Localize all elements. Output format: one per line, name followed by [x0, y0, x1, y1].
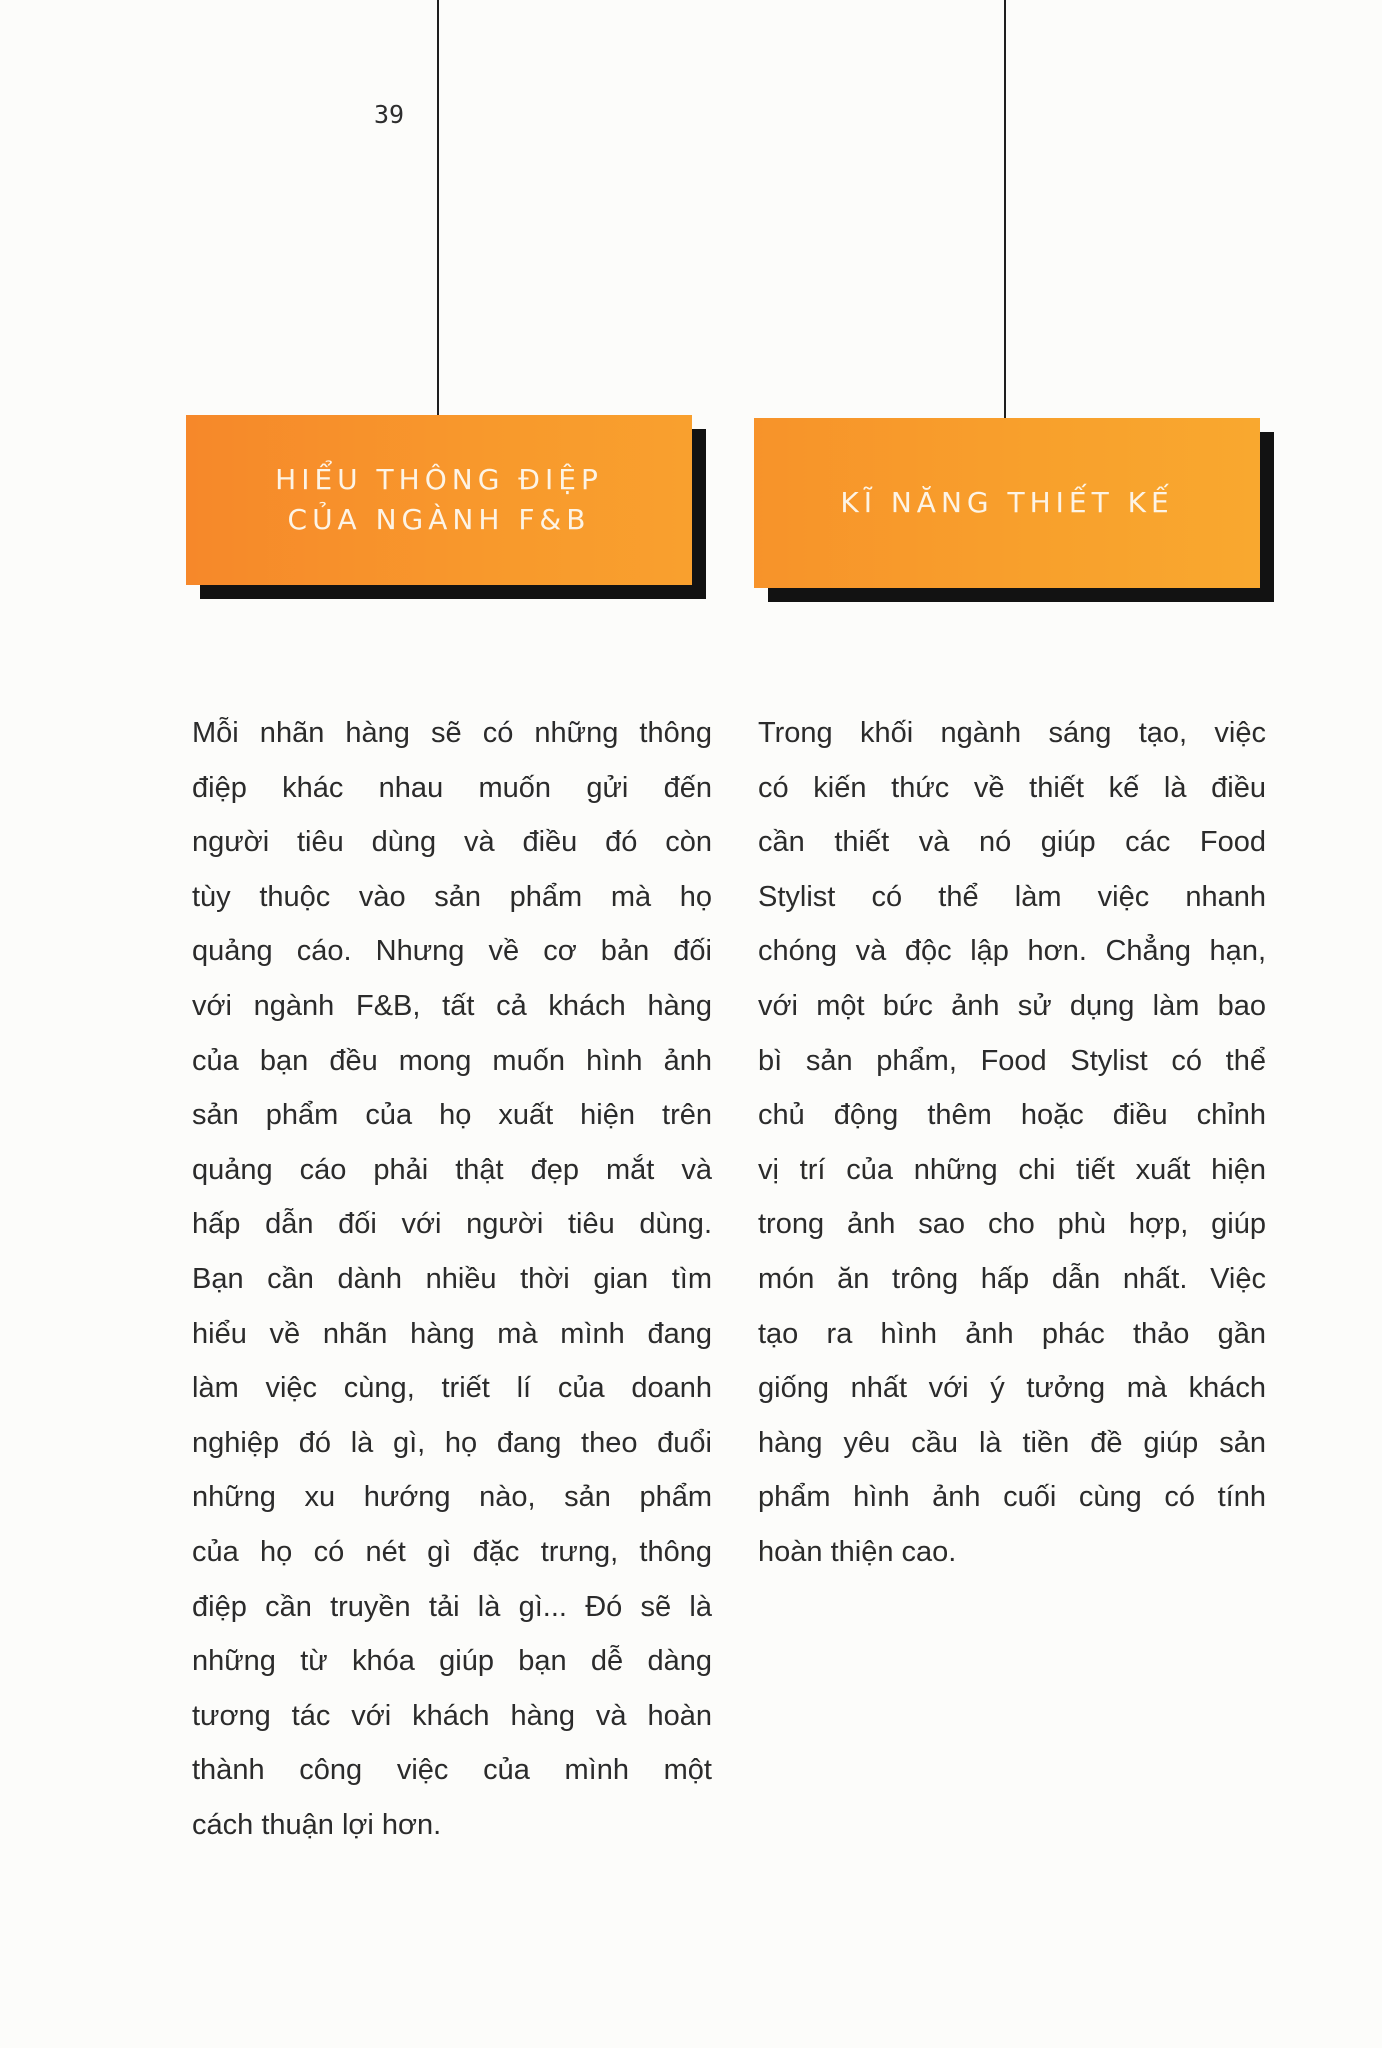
body-text-line: với ngành F&B, tất cả khách hàng — [192, 989, 712, 1022]
body-text-line: giống nhất với ý tưởng mà khách — [758, 1372, 1266, 1405]
section-header-left — [186, 415, 692, 585]
body-text-line: tạo ra hình ảnh phác thảo gần — [758, 1317, 1266, 1350]
header-face — [186, 415, 692, 585]
body-column-left — [192, 706, 712, 1852]
page-number: 39 — [374, 100, 405, 129]
body-text-line: làm việc cùng, triết lí của doanh — [192, 1372, 712, 1405]
body-text-line: hiểu về nhãn hàng mà mình đang — [192, 1317, 712, 1350]
body-text-line: trong ảnh sao cho phù hợp, giúp — [758, 1208, 1266, 1241]
header-face — [754, 418, 1260, 588]
body-text-line: những từ khóa giúp bạn dễ dàng — [192, 1645, 712, 1678]
body-text-line: với một bức ảnh sử dụng làm bao — [758, 989, 1266, 1022]
section-title: KĨ NĂNG THIẾT KẾ — [840, 486, 1174, 519]
body-text-line: quảng cáo. Nhưng về cơ bản đối — [192, 935, 712, 968]
vertical-rule-right — [1004, 0, 1006, 420]
body-text-line: điệp cần truyền tải là gì... Đó sẽ là — [192, 1590, 712, 1623]
body-text-line: cách thuận lợi hơn. — [192, 1808, 442, 1841]
body-text-line: chóng và độc lập hơn. Chẳng hạn, — [758, 935, 1266, 968]
body-text-line: vị trí của những chi tiết xuất hiện — [758, 1153, 1266, 1186]
body-text-line: người tiêu dùng và điều đó còn — [192, 826, 712, 859]
body-text-line: bì sản phẩm, Food Stylist có thể — [758, 1044, 1266, 1077]
body-text-line: tùy thuộc vào sản phẩm mà họ — [192, 880, 712, 913]
section-title: HIỂU THÔNG ĐIỆP CỦA NGÀNH F&B — [275, 463, 603, 536]
body-text-line: của họ có nét gì đặc trưng, thông — [192, 1535, 712, 1568]
body-text-line: thành công việc của mình một — [192, 1754, 712, 1787]
body-text-line: nghiệp đó là gì, họ đang theo đuổi — [192, 1426, 712, 1459]
body-text-line: Bạn cần dành nhiều thời gian tìm — [192, 1262, 712, 1295]
body-text-line: chủ động thêm hoặc điều chỉnh — [758, 1099, 1266, 1132]
body-column-right — [758, 706, 1266, 1580]
body-text-line: sản phẩm của họ xuất hiện trên — [192, 1099, 712, 1132]
body-text-line: Trong khối ngành sáng tạo, việc — [758, 717, 1266, 749]
body-text-line: Mỗi nhãn hàng sẽ có những thông — [192, 717, 712, 749]
body-text-line: Stylist có thể làm việc nhanh — [758, 880, 1266, 913]
body-text-line: hoàn thiện cao. — [758, 1535, 957, 1568]
section-header-right — [754, 418, 1260, 588]
body-text-line: quảng cáo phải thật đẹp mắt và — [192, 1153, 712, 1186]
body-text-line: món ăn trông hấp dẫn nhất. Việc — [758, 1262, 1266, 1295]
body-text-line: phẩm hình ảnh cuối cùng có tính — [758, 1481, 1266, 1514]
body-text-line: tương tác với khách hàng và hoàn — [192, 1699, 712, 1732]
body-text-line: cần thiết và nó giúp các Food — [758, 826, 1266, 859]
body-text-line: hàng yêu cầu là tiền đề giúp sản — [758, 1426, 1266, 1459]
body-text-line: của bạn đều mong muốn hình ảnh — [192, 1044, 712, 1077]
body-text-line: hấp dẫn đối với người tiêu dùng. — [192, 1208, 712, 1241]
body-text-line: có kiến thức về thiết kế là điều — [758, 771, 1266, 804]
body-text-line: điệp khác nhau muốn gửi đến — [192, 771, 712, 804]
body-text-line: những xu hướng nào, sản phẩm — [192, 1481, 712, 1514]
vertical-rule-left — [437, 0, 439, 415]
